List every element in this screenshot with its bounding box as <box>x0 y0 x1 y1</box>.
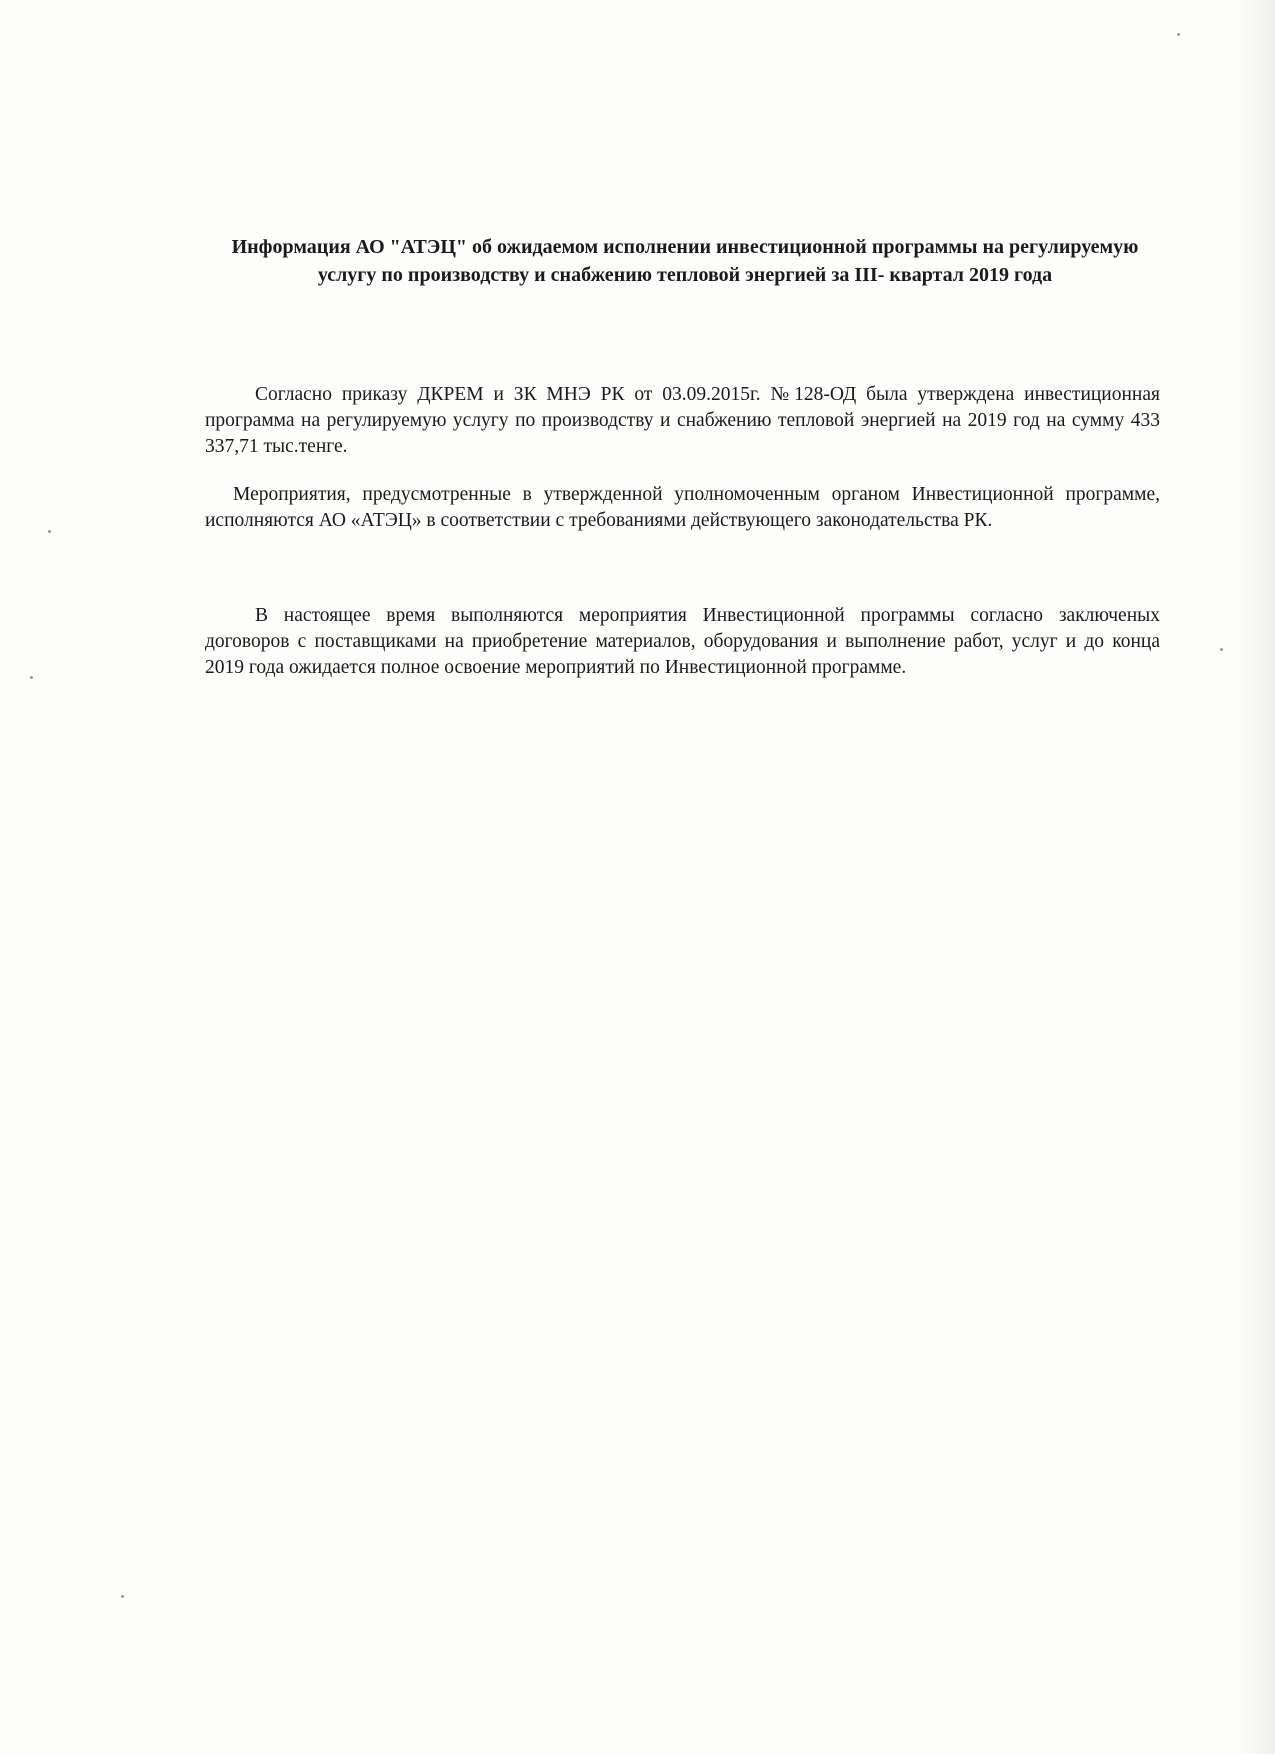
paragraph-measures-execution: Мероприятия, предусмотренные в утвержденной уполномоченным органом Инвестиционной программе, исполняются АО «АТЭЦ» в соответствии с требованиями действующего законодательства РК. <box>205 484 1160 531</box>
document-title: Информация АО "АТЭЦ" об ожидаемом исполнении инвестиционной программы на регулируемую услугу по производству и снабжению тепловой энергией за III- квартал 2019 года <box>231 236 1139 286</box>
scan-speck <box>1220 648 1223 651</box>
paragraph-current-status: В настоящее время выполняются мероприятия Инвестиционной программы согласно заключеных договоров с поставщиками на приобретение материалов, оборудования и выполнение работ, услуг и до конца 2019 года ожидается полное освоение мероприятий по Инвестиционной программе. <box>205 605 1160 678</box>
paragraph-order-approval: Согласно приказу ДКРЕМ и ЗК МНЭ РК от 03.09.2015г. №128-ОД была утверждена инвестиционная программа на регулируемую услугу по производству и снабжению тепловой энергией на 2019 год на сумму 433 337,71 тыс.тенге. <box>205 384 1160 457</box>
scan-speck <box>48 530 51 533</box>
scan-edge-shadow <box>1235 0 1275 1754</box>
scan-speck <box>30 676 33 679</box>
scan-speck <box>121 1595 124 1598</box>
scan-speck <box>1177 33 1180 36</box>
